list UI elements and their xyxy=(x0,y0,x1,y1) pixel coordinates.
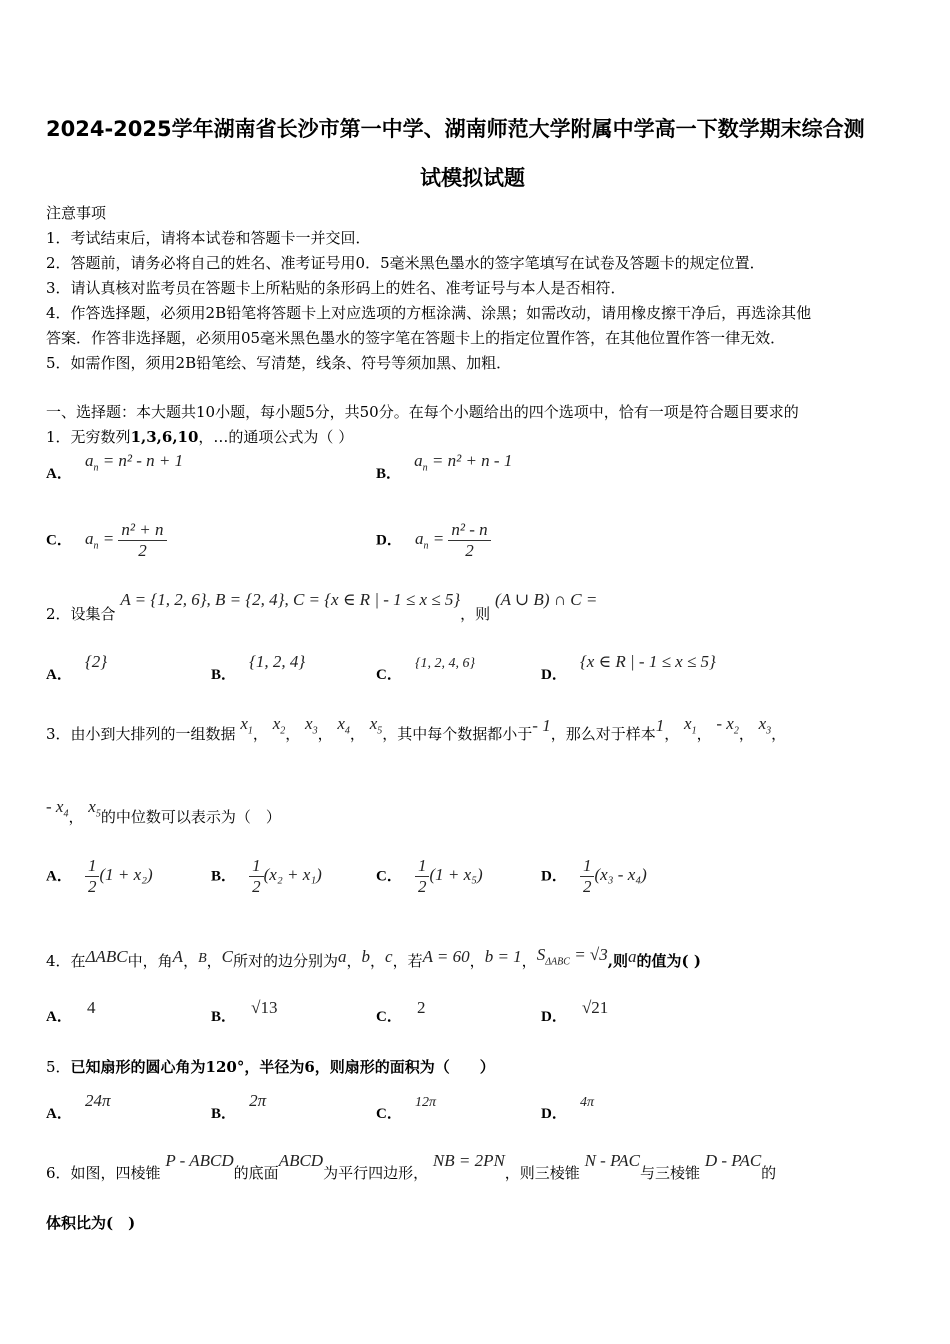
formula: $\frac{1}{2}$ (1 + x₅) xyxy=(415,865,483,884)
option-c[interactable] xyxy=(46,520,167,561)
notice-item: 5．如需作图，须用2B铅笔绘、写清楚，线条、符号等须加黑、加粗． xyxy=(46,354,512,372)
stem-text: 的中位数可以表示为（ ） xyxy=(100,808,281,826)
formula: 1 xyxy=(655,716,665,735)
option-label: A． xyxy=(46,868,72,885)
option-d[interactable] xyxy=(376,520,491,561)
formula: $S_{\Delta ABC} = √3$ xyxy=(536,945,608,968)
formula: - $x_4$ xyxy=(46,797,69,820)
formula: D - PAC xyxy=(704,1151,762,1170)
option-d[interactable] xyxy=(541,998,609,1026)
formula: $\frac{1}{2}$ (x₃ - x₄) xyxy=(580,865,647,884)
option-label: C． xyxy=(376,667,402,683)
formula: $a_n = n^2 - n + 1$ xyxy=(84,451,184,474)
stem-text: ，其中每个数据都小于 xyxy=(382,725,533,743)
question-number: 6． xyxy=(46,1164,71,1182)
formula: $x_3$ xyxy=(758,714,772,737)
option-label: B． xyxy=(211,868,237,885)
stem-text: 无穷数列 xyxy=(70,428,131,446)
formula: (A ∪ B) ∩ C = xyxy=(494,590,598,609)
notice-item: 4．作答选择题，必须用2B铅笔将答题卡上对应选项的方框涂满、涂黑；如需改动，请用橡皮擦干净后，再选涂其他 xyxy=(46,304,812,322)
option-label: A． xyxy=(46,1106,72,1122)
formula: $a_n = n^2 + n - 1$ xyxy=(414,451,513,474)
option-label: D． xyxy=(376,532,402,549)
question-3-stem-line-2: - $x_4$， $x_5$的中位数可以表示为（ ） xyxy=(46,797,281,826)
option-b[interactable] xyxy=(211,1091,267,1123)
formula: 2 xyxy=(416,998,426,1017)
notice-heading: 注意事项 xyxy=(46,204,107,222)
formula: √21 xyxy=(581,998,609,1017)
question-number: 1． xyxy=(46,428,71,446)
notice-item: 答案．作答非选择题，必须用05毫米黑色墨水的签字笔在答题卡上的指定位置作答，在其他位置作答一律无效． xyxy=(46,329,786,347)
option-label: A． xyxy=(46,466,72,482)
stem-text: 由小到大排列的一组数据 xyxy=(70,725,236,743)
formula: - 1 xyxy=(532,716,551,735)
formula: 12π xyxy=(414,1095,436,1110)
formula: N - PAC xyxy=(584,1151,641,1170)
formula: b = 1 xyxy=(484,947,522,966)
formula: ABCD xyxy=(278,1151,324,1170)
sequence: 1,3,6,10 xyxy=(130,428,199,446)
option-d[interactable] xyxy=(541,856,647,897)
option-b[interactable] xyxy=(211,998,278,1026)
option-a[interactable] xyxy=(46,652,108,684)
formula: $a_n$ = $\frac{\text{n² - n}}{2}$ xyxy=(415,529,491,548)
formula: $\frac{1}{2}$ (1 + x₂) xyxy=(85,865,153,884)
formula: 4 xyxy=(86,998,96,1017)
option-label: B． xyxy=(211,1106,237,1122)
formula: {2} xyxy=(84,652,108,671)
option-label: A． xyxy=(46,667,72,683)
option-label: D． xyxy=(541,667,567,683)
question-number: 4． xyxy=(46,952,71,970)
option-b[interactable] xyxy=(211,652,306,684)
formula: 2π xyxy=(249,1091,267,1110)
question-3-stem: 3．由小到大排列的一组数据 $x_1$， $x_2$， $x_3$， $x_4$， $x_5$，其中每个数据都小于- 1，那么对于样本1， $x_1$， - $x_2$， $x_3$， xyxy=(46,714,787,743)
option-b[interactable] xyxy=(376,451,513,485)
formula: P - ABCD xyxy=(165,1151,234,1170)
formula: $a_n$ = $\frac{\text{n² + n}}{2}$ xyxy=(85,529,167,548)
formula: $x_5$ xyxy=(88,797,101,820)
formula: {1, 2, 4, 6} xyxy=(414,656,476,671)
option-a[interactable] xyxy=(46,1091,111,1123)
question-4-stem: 4．在ΔABC中，角A，B，C所对的边分别为a，b，c，若A = 60，b = 1，$S_{\Delta ABC} = √3$,则a的值为( ) xyxy=(46,945,701,970)
formula: $x_1$ xyxy=(684,714,697,737)
question-1-stem xyxy=(46,426,353,447)
option-label: B． xyxy=(211,667,237,683)
stem-text: ，则 xyxy=(460,605,491,623)
section-heading: 一、选择题：本大题共10小题，每小题5分，共50分。在每个小题给出的四个选项中，恰有一项是符合题目要求的 xyxy=(46,403,799,421)
formula: {1, 2, 4} xyxy=(249,652,306,671)
option-label: A． xyxy=(46,1009,72,1025)
formula: $x_5$ xyxy=(369,714,383,737)
option-label: D． xyxy=(541,1009,567,1025)
option-d[interactable] xyxy=(541,1095,594,1123)
option-c[interactable] xyxy=(376,1095,436,1123)
question-2-stem xyxy=(46,590,598,624)
stem-text: 已知扇形的圆心角为120°，半径为6，则扇形的面积为（ ） xyxy=(70,1058,495,1076)
option-c[interactable] xyxy=(376,856,483,897)
formula: A = {1, 2, 6}, B = {2, 4}, C = {x ∈ R | - 1 ≤ x ≤ 5} xyxy=(120,590,461,609)
question-number: 2． xyxy=(46,605,71,623)
option-label: B． xyxy=(376,466,402,482)
option-a[interactable] xyxy=(46,998,96,1026)
question-5-stem xyxy=(46,1056,495,1077)
title-line-1: 2024-2025学年湖南省长沙市第一中学、湖南师范大学附属中学高一下数学期末综合测 xyxy=(46,117,865,141)
option-label: C． xyxy=(376,1106,402,1122)
option-a[interactable] xyxy=(46,856,153,897)
formula: ΔABC xyxy=(85,947,128,966)
option-c[interactable] xyxy=(376,998,426,1026)
question-number: 3． xyxy=(46,725,71,743)
formula: 24π xyxy=(84,1091,111,1110)
option-label: B． xyxy=(211,1009,237,1025)
notice-item: 1．考试结束后，请将本试卷和答题卡一并交回． xyxy=(46,229,371,247)
question-number: 5． xyxy=(46,1058,71,1076)
option-label: C． xyxy=(46,532,72,549)
option-c[interactable] xyxy=(376,656,476,684)
question-6-stem-line-2: 体积比为( ) xyxy=(46,1214,136,1232)
formula: NB = 2PN xyxy=(432,1151,505,1170)
formula: A = 60 xyxy=(422,947,470,966)
formula: $x_3$ xyxy=(305,714,318,737)
formula: $x_2$ xyxy=(272,714,286,737)
formula: {x ∈ R | - 1 ≤ x ≤ 5} xyxy=(579,652,716,671)
formula: $x_1$ xyxy=(240,714,253,737)
stem-text: ，…的通项公式为（ ） xyxy=(198,428,354,446)
option-a[interactable] xyxy=(46,451,184,485)
option-label: C． xyxy=(376,1009,402,1025)
stem-text: ，那么对于样本 xyxy=(550,725,656,743)
formula: 4π xyxy=(579,1095,594,1110)
formula: $x_4$ xyxy=(337,714,350,737)
stem-text: 设集合 xyxy=(70,605,116,623)
option-b[interactable] xyxy=(211,856,322,897)
notice-item: 2．答题前，请务必将自己的姓名、准考证号用0．5毫米黑色墨水的签字笔填写在试卷及答题卡的规定位置． xyxy=(46,254,765,272)
option-label: D． xyxy=(541,868,567,885)
option-label: D． xyxy=(541,1106,567,1122)
option-label: C． xyxy=(376,868,402,885)
option-d[interactable] xyxy=(541,652,716,684)
formula: √13 xyxy=(251,998,278,1017)
question-6-stem: 6．如图，四棱锥 P - ABCD的底面ABCD为平行四边形， NB = 2PN，则三棱锥 N - PAC与三棱锥 D - PAC的 xyxy=(46,1151,777,1182)
formula: $\frac{1}{2}$ (x₂ + x₁) xyxy=(249,865,322,884)
notice-item: 3．请认真核对监考员在答题卡上所粘贴的条形码上的姓名、准考证号与本人是否相符． xyxy=(46,279,626,297)
formula: - $x_2$ xyxy=(716,714,739,737)
title-line-2: 试模拟试题 xyxy=(420,166,525,190)
